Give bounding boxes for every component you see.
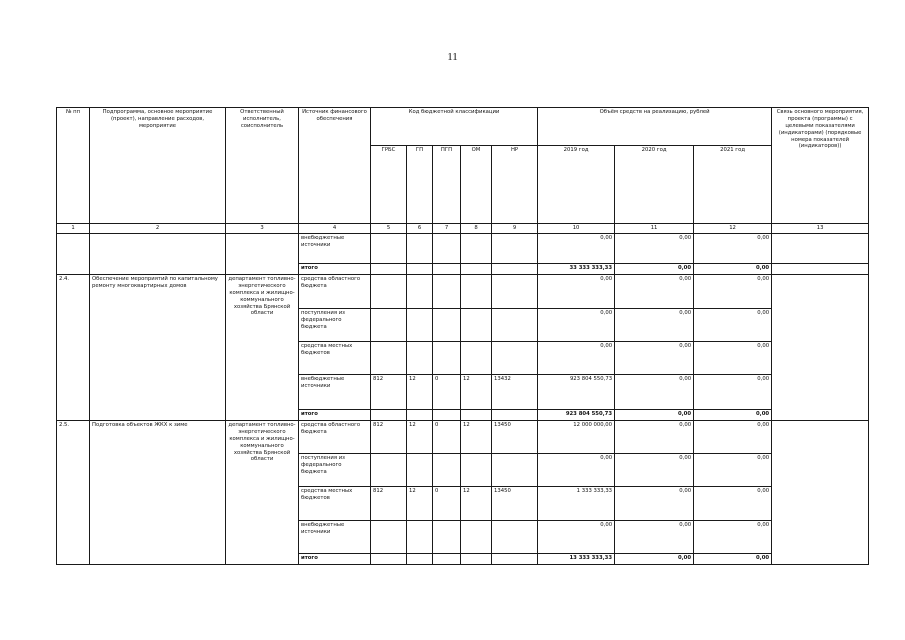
cell-2021: 0,00 (694, 264, 772, 275)
cell-indicators (772, 275, 869, 421)
cell-np (492, 554, 538, 565)
header-2021: 2021 год (694, 146, 772, 224)
cell-om (461, 342, 492, 375)
cell-np (492, 410, 538, 421)
header-money-group: Объём средств на реализацию, рублей (538, 108, 772, 146)
cell-grbs: 812 (371, 487, 407, 521)
col-number: 13 (772, 224, 869, 234)
col-number: 11 (615, 224, 694, 234)
cell-2021: 0,00 (694, 375, 772, 410)
cell-2020: 0,00 (615, 521, 694, 554)
cell-grbs (371, 309, 407, 342)
col-number: 10 (538, 224, 615, 234)
cell-np (492, 275, 538, 309)
cell-pgp (433, 264, 461, 275)
table-row (57, 421, 869, 454)
cell-grbs (371, 521, 407, 554)
cell-2021: 0,00 (694, 554, 772, 565)
cell-2020: 0,00 (615, 487, 694, 521)
cell-grbs (371, 454, 407, 487)
cell-source: средства областного бюджета (299, 275, 371, 309)
cell-2021: 0,00 (694, 234, 772, 264)
cell-2019: 923 804 550,73 (538, 375, 615, 410)
cell-grbs (371, 234, 407, 264)
cell-pgp (433, 410, 461, 421)
col-number: 7 (433, 224, 461, 234)
table-row (57, 234, 869, 264)
header-gp: ГП (407, 146, 433, 224)
cell-2021: 0,00 (694, 487, 772, 521)
cell-gp: 12 (407, 487, 433, 521)
cell-source: итого (299, 264, 371, 275)
cell-grbs: 812 (371, 375, 407, 410)
cell-2021: 0,00 (694, 342, 772, 375)
header-source: Источник финансового обеспечения (299, 108, 371, 224)
col-number: 12 (694, 224, 772, 234)
cell-source: средства местных бюджетов (299, 487, 371, 521)
cell-indicators (772, 421, 869, 565)
cell-exec: департамент топливно-энергетического комплекса и жилищно-коммунального хозяйства Брянской области (226, 275, 299, 421)
cell-2019: 12 000 000,00 (538, 421, 615, 454)
cell-2019: 0,00 (538, 454, 615, 487)
col-number: 6 (407, 224, 433, 234)
header-np: НР (492, 146, 538, 224)
cell-2020: 0,00 (615, 454, 694, 487)
cell-2019: 0,00 (538, 275, 615, 309)
cell-2019: 0,00 (538, 521, 615, 554)
cell-source: поступления из федерального бюджета (299, 454, 371, 487)
cell-source: средства областного бюджета (299, 421, 371, 454)
header-pgp: ПГП (433, 146, 461, 224)
cell-indicators (772, 234, 869, 264)
cell-np (492, 264, 538, 275)
cell-name: Обеспечение мероприятий по капитальному ремонту многоквартирных домов (90, 275, 226, 421)
cell-2020: 0,00 (615, 342, 694, 375)
cell-grbs (371, 342, 407, 375)
cell-gp: 12 (407, 421, 433, 454)
cell-om (461, 264, 492, 275)
cell-gp (407, 342, 433, 375)
cell-gp (407, 234, 433, 264)
cell-2021: 0,00 (694, 421, 772, 454)
cell-2019: 33 333 333,33 (538, 264, 615, 275)
cell-grbs: 812 (371, 421, 407, 454)
header-grbs: ГРБС (371, 146, 407, 224)
cell-2021: 0,00 (694, 410, 772, 421)
cell-np: 13432 (492, 375, 538, 410)
cell-pgp (433, 342, 461, 375)
cell-2019: 0,00 (538, 309, 615, 342)
cell-om (461, 234, 492, 264)
cell-np (492, 309, 538, 342)
header-row (57, 108, 869, 146)
cell-gp (407, 410, 433, 421)
cell-2021: 0,00 (694, 275, 772, 309)
cell-2021: 0,00 (694, 521, 772, 554)
cell-exec: департамент топливно-энергетического комплекса и жилищно-коммунального хозяйства Брянской области (226, 421, 299, 565)
column-numbers-row (57, 224, 869, 234)
cell-om (461, 410, 492, 421)
header-bcc-group: Код бюджетной классификации (371, 108, 538, 146)
cell-np (492, 342, 538, 375)
cell-om (461, 521, 492, 554)
cell-source: итого (299, 410, 371, 421)
cell-2019: 13 333 333,33 (538, 554, 615, 565)
cell-pgp: 0 (433, 487, 461, 521)
cell-gp (407, 521, 433, 554)
cell-om (461, 275, 492, 309)
col-number: 1 (57, 224, 90, 234)
budget-table (56, 107, 869, 565)
cell-gp (407, 554, 433, 565)
col-number: 3 (226, 224, 299, 234)
col-number: 2 (90, 224, 226, 234)
cell-om (461, 454, 492, 487)
cell-source: средства местных бюджетов (299, 342, 371, 375)
cell-2020: 0,00 (615, 264, 694, 275)
cell-om: 12 (461, 421, 492, 454)
cell-pgp: 0 (433, 421, 461, 454)
header-2020: 2020 год (615, 146, 694, 224)
cell-pgp (433, 309, 461, 342)
header-no: № пп (57, 108, 90, 224)
header-om: ОМ (461, 146, 492, 224)
col-number: 9 (492, 224, 538, 234)
cell-source: поступления из федерального бюджета (299, 309, 371, 342)
cell-gp (407, 275, 433, 309)
cell-no: 2.4. (57, 275, 90, 421)
cell-gp (407, 309, 433, 342)
cell-source: внебюджетные источники (299, 375, 371, 410)
cell-2019: 923 804 550,73 (538, 410, 615, 421)
cell-2020: 0,00 (615, 410, 694, 421)
cell-no: 2.5. (57, 421, 90, 565)
cell-2020: 0,00 (615, 234, 694, 264)
cell-2020: 0,00 (615, 275, 694, 309)
cell-pgp (433, 454, 461, 487)
cell-grbs (371, 410, 407, 421)
cell-om (461, 554, 492, 565)
cell-2019: 0,00 (538, 234, 615, 264)
cell-2020: 0,00 (615, 554, 694, 565)
page-number: 11 (447, 51, 458, 63)
cell-2020: 0,00 (615, 421, 694, 454)
cell-np (492, 521, 538, 554)
cell-om: 12 (461, 375, 492, 410)
cell-grbs (371, 275, 407, 309)
header-indicators: Связь основного мероприятия, проекта (программы) с целевыми показателями (индикаторами) (порядковые номера показателей (индикаторов)) (772, 108, 869, 224)
cell-exec (226, 234, 299, 275)
cell-source: внебюджетные источники (299, 521, 371, 554)
cell-np: 13450 (492, 421, 538, 454)
cell-gp (407, 264, 433, 275)
cell-no (57, 234, 90, 275)
cell-2020: 0,00 (615, 309, 694, 342)
col-number: 8 (461, 224, 492, 234)
cell-om: 12 (461, 487, 492, 521)
header-2019: 2019 год (538, 146, 615, 224)
cell-name: Подготовка объектов ЖКХ к зиме (90, 421, 226, 565)
header-subprogram: Подпрограмма, основное мероприятие (проект), направление расходов, мероприятие (90, 108, 226, 224)
cell-source: итого (299, 554, 371, 565)
cell-source: внебюджетные источники (299, 234, 371, 264)
cell-gp (407, 454, 433, 487)
cell-pgp (433, 234, 461, 264)
cell-pgp: 0 (433, 375, 461, 410)
cell-indicators (772, 264, 869, 275)
col-number: 4 (299, 224, 371, 234)
cell-grbs (371, 264, 407, 275)
cell-2020: 0,00 (615, 375, 694, 410)
col-number: 5 (371, 224, 407, 234)
cell-pgp (433, 554, 461, 565)
cell-2021: 0,00 (694, 309, 772, 342)
cell-om (461, 309, 492, 342)
cell-name (90, 234, 226, 275)
cell-pgp (433, 521, 461, 554)
cell-gp: 12 (407, 375, 433, 410)
table-row (57, 275, 869, 309)
cell-np (492, 234, 538, 264)
header-executor: Ответственный исполнитель, соисполнитель (226, 108, 299, 224)
cell-2019: 0,00 (538, 342, 615, 375)
cell-grbs (371, 554, 407, 565)
cell-np (492, 454, 538, 487)
cell-2019: 1 333 333,33 (538, 487, 615, 521)
cell-np: 13450 (492, 487, 538, 521)
cell-pgp (433, 275, 461, 309)
cell-2021: 0,00 (694, 454, 772, 487)
